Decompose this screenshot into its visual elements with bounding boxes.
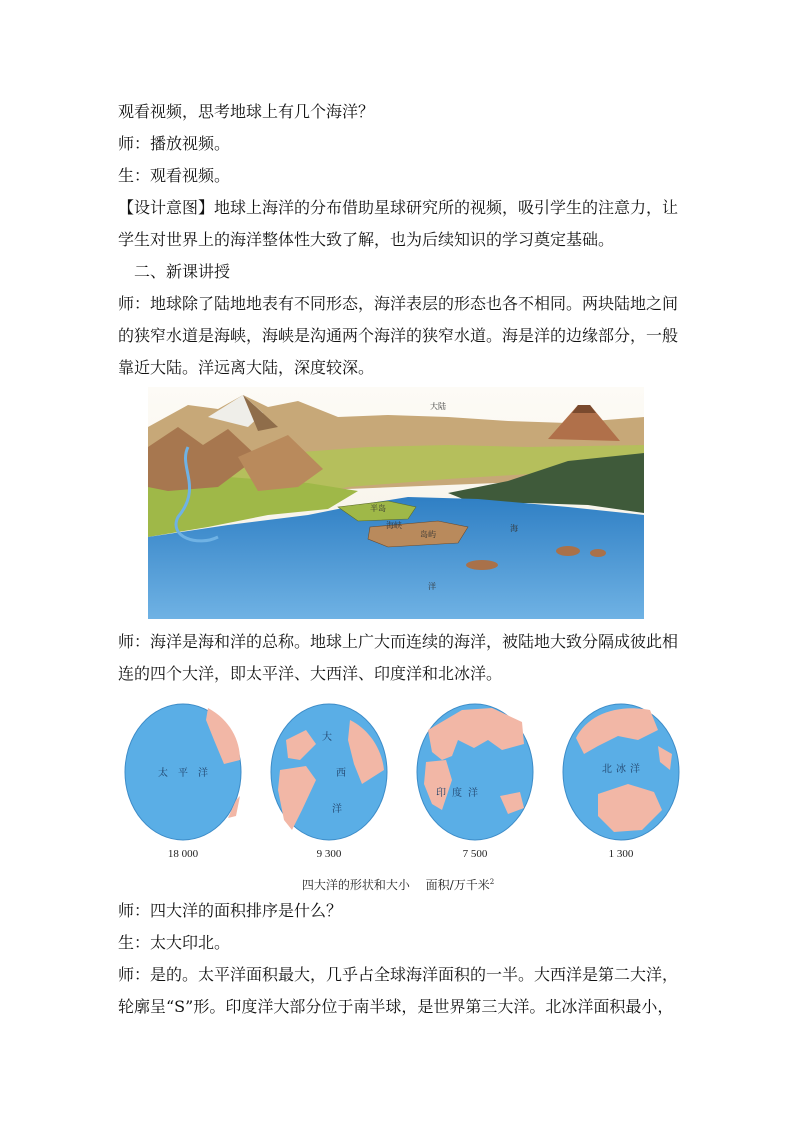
- globe-atlantic-label-3: 洋: [332, 804, 342, 815]
- figure-caption-title: 四大洋的形状和大小: [301, 878, 410, 892]
- globe-atlantic-area: 9 300: [316, 848, 342, 860]
- globe-atlantic-label-1: 大: [322, 732, 332, 743]
- landscape-illustration: [148, 387, 644, 619]
- paragraph-strait-explanation: 师：地球除了陆地地表有不同形态，海洋表层的形态也各不相同。两块陆地之间的狭窄水道是海峡，海峡是沟通两个海洋的狭窄水道。海是洋的边缘部分，一般靠近大陆。洋远离大陆，深度较深。: [118, 294, 679, 377]
- paragraph-design-intent: 【设计意图】地球上海洋的分布借助星球研究所的视频，吸引学生的注意力，让学生对世界上的海洋整体性大致了解，也为后续知识的学习奠定基础。: [118, 198, 679, 249]
- globe-indian-area: 7 500: [462, 848, 488, 860]
- figure-caption: [118, 876, 678, 893]
- globe-indian: [412, 700, 538, 844]
- paragraph-student-answer: 生：太大印北。: [118, 933, 231, 952]
- figure-caption-unit-sup: 2: [489, 878, 495, 886]
- landscape-label-continent: 大陆: [430, 402, 446, 411]
- landscape-label-strait: 海峡: [386, 521, 402, 530]
- landscape-label-island: 岛屿: [420, 530, 436, 539]
- paragraph-question: 观看视频，思考地球上有几个海洋？: [118, 102, 375, 121]
- landscape-label-peninsula: 半岛: [370, 504, 386, 513]
- figure-caption-unit: [426, 878, 495, 892]
- globe-arctic-area: 1 300: [608, 848, 634, 860]
- globe-atlantic-label-2: 西: [336, 768, 346, 779]
- landscape-label-ocean: 洋: [428, 582, 436, 591]
- paragraph-ocean-details: 师：是的。太平洋面积最大，几乎占全球海洋面积的一半。大西洋是第二大洋，轮廓呈“S”形。印度洋大部分位于南半球，是世界第三大洋。北冰洋面积最小，: [118, 965, 679, 1016]
- landscape-label-sea: 海: [510, 524, 518, 533]
- figure-caption-unit-text: 面积/万千米: [425, 878, 490, 892]
- globe-atlantic: [266, 700, 392, 844]
- four-oceans-figure: [118, 700, 678, 890]
- globe-pacific-area: 18 000: [167, 848, 199, 860]
- globe-pacific: [120, 700, 246, 844]
- globe-arctic-label: 北冰洋: [602, 764, 644, 775]
- globe-indian-label: 印度洋: [436, 788, 484, 799]
- globe-pacific-label: 太平洋: [158, 768, 218, 779]
- section-heading-new-lesson: 二、新课讲授: [134, 262, 231, 281]
- globe-arctic: [558, 700, 684, 844]
- paragraph-four-oceans: 师：海洋是海和洋的总称。地球上广大而连续的海洋，被陆地大致分隔成彼此相连的四个大洋，即太平洋、大西洋、印度洋和北冰洋。: [118, 632, 679, 683]
- paragraph-student-watch: 生：观看视频。: [118, 166, 231, 185]
- paragraph-teacher-question: 师：四大洋的面积排序是什么？: [118, 901, 343, 920]
- paragraph-teacher-play: 师：播放视频。: [118, 134, 231, 153]
